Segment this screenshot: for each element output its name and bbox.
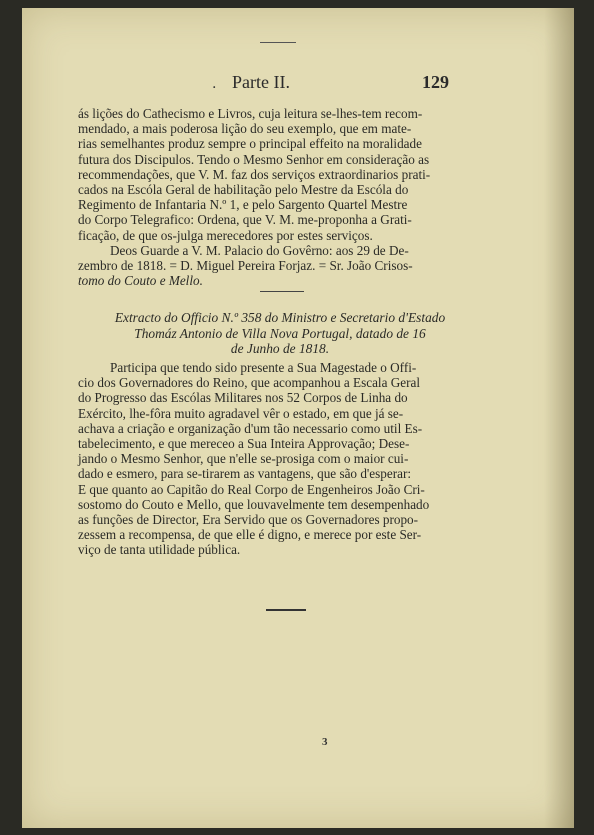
- signature-mark: 3: [322, 736, 328, 748]
- closing-line: Deos Guarde a V. M. Palacio do Govêrno: aos 29 de De-: [110, 242, 409, 258]
- text-line: dado e esmero, para se-tirarem as vantagens, que são d'esperar:: [78, 466, 412, 482]
- text-line: do Progresso das Escólas Militares nos 52 Corpos de Linha do: [78, 390, 408, 406]
- heading-line: Thomáz Antonio de Villa Nova Portugal, datado de 16: [134, 325, 426, 341]
- text-line: ficação, de que os-julga merecedores por estes serviços.: [78, 227, 373, 243]
- text-line: recommendações, que V. M. faz dos serviços extraordinarios prati-: [78, 166, 431, 182]
- text-line: achava a criação e organização d'um tão necessario como util Es-: [78, 420, 423, 436]
- bleed-through-text: [252, 608, 552, 788]
- text-line: jando o Mesmo Senhor, que n'elle se-prosiga com o maior cui-: [78, 451, 409, 467]
- paragraph-2: [78, 360, 482, 558]
- text-line: viço de tanta utilidade pública.: [78, 542, 241, 558]
- page-number: 129: [422, 72, 449, 92]
- text-line: do Corpo Telegrafico: Ordena, que V. M. me-proponha a Grati-: [78, 212, 412, 228]
- text-line: E que quanto ao Capitão do Real Corpo de Engenheiros João Cri-: [78, 481, 425, 497]
- text-line: as funções de Director, Era Servido que os Governadores propo-: [78, 512, 419, 528]
- text-line: sostomo do Couto e Mello, que louvavelmente tem desempenhado: [78, 496, 430, 512]
- text-line: ás lições do Cathecismo e Livros, cuja leitura se-lhes-tem recom-: [78, 106, 423, 121]
- closing-line: zembro de 1818. = D. Miguel Pereira Forjaz. = Sr. João Crisos-: [78, 258, 413, 274]
- heading-line: de Junho de 1818.: [230, 341, 330, 356]
- paragraph-1: [78, 106, 482, 288]
- section-divider: [260, 291, 304, 292]
- text-line: mendado, a mais poderosa lição do seu exemplo, que em mate-: [78, 121, 412, 137]
- document-heading: [78, 310, 482, 357]
- text-line: futura dos Discipulos. Tendo o Mesmo Senhor em consideração as: [78, 151, 430, 167]
- heading-line: Extracto do Officio N.º 358 do Ministro e Secretario d'Estado: [114, 310, 446, 325]
- text-line: Participa que tendo sido presente a Sua Magestade o Offi-: [110, 360, 417, 375]
- text-line: tabelecimento, e que mereceo a Sua Inteira Approvação; Dese-: [78, 436, 410, 452]
- text-line: rias semelhantes produz sempre o principal effeito na moralidade: [78, 136, 422, 152]
- closing-line: tomo do Couto e Mello.: [78, 273, 203, 289]
- text-line: Exército, lhe-fôra muito agradavel vêr o estado, em que já se-: [78, 405, 404, 421]
- closing-ornament-rule: [266, 609, 306, 611]
- text-line: cados na Escóla Geral de habilitação pelo Mestre da Escóla do: [78, 182, 409, 198]
- text-line: cio dos Governadores do Reino, que acompanhou a Escala Geral: [78, 375, 421, 391]
- top-rule: [260, 42, 296, 43]
- text-line: Regimento de Infantaria N.º 1, e pelo Sargento Quartel Mestre: [78, 197, 408, 213]
- section-title: Parte II.: [232, 72, 290, 92]
- text-line: zessem a recompensa, de que elle é digno, e merece por este Ser-: [78, 527, 422, 543]
- running-header: [22, 72, 574, 96]
- header-mark: .: [212, 76, 217, 92]
- book-page: [22, 8, 574, 828]
